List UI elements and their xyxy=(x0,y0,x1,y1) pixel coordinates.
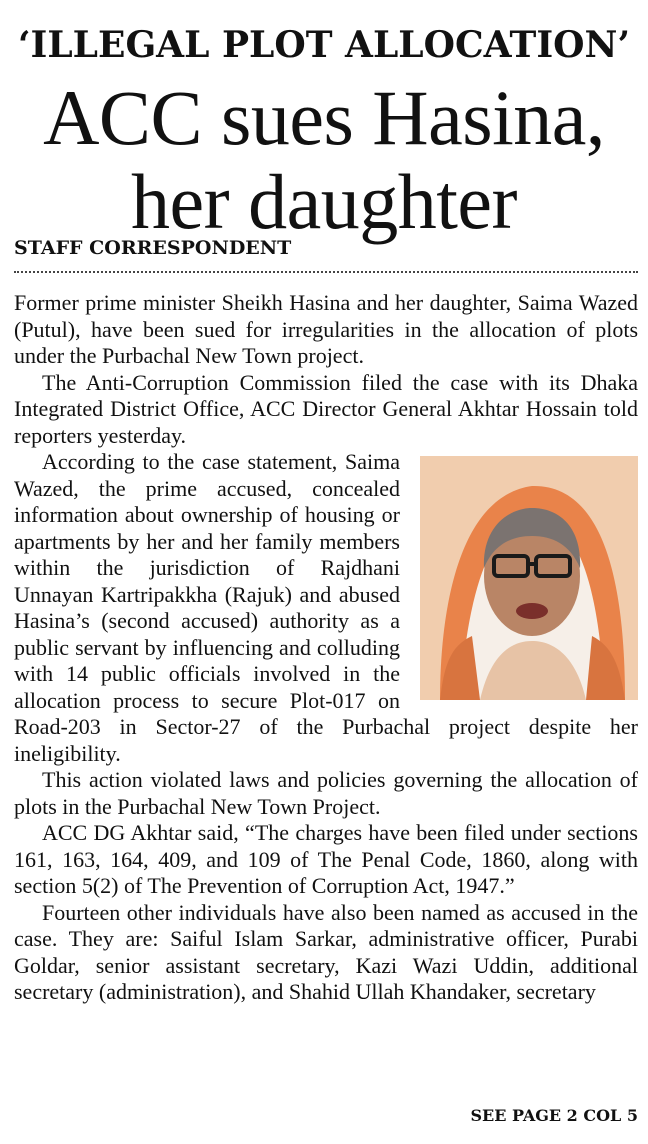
headline-line-1: ACC sues Hasina, xyxy=(43,74,605,161)
kicker: ‘ILLEGAL PLOT ALLOCATION’ xyxy=(18,24,630,66)
portrait-photo xyxy=(420,456,638,700)
portrait-illustration xyxy=(420,456,638,700)
paragraph: Former prime minister Sheikh Hasina and her daughter, Saima Wazed (Putul), have been sued for irregularities in the allocation of plots under the Purbachal New Town project. xyxy=(14,290,638,368)
byline: STAFF CORRESPONDENT xyxy=(14,237,292,259)
headline-line-2: her daughter xyxy=(131,158,517,245)
paragraph: This action violated laws and policies governing the allocation of plots in the Purbachal New Town Project. xyxy=(14,767,638,819)
headline xyxy=(0,76,648,244)
paragraph: Fourteen other individuals have also been named as accused in the case. They are: Saiful Islam Sarkar, administrative officer, Purabi Goldar, senior assistant secretary, Kazi Wazi Uddin, additional secretary (administration), and Shahid Ullah Khandaker, secretary xyxy=(14,899,638,1004)
paragraph: The Anti-Corruption Commission filed the case with its Dhaka Integrated District Office, ACC Director General Akhtar Hossain told reporters yesterday. xyxy=(14,369,638,448)
continued-jump-line: SEE PAGE 2 COL 5 xyxy=(470,1106,638,1125)
paragraph: ACC DG Akhtar said, “The charges have been filed under sections 161, 163, 164, 409, and 109 of The Penal Code, 1860, along with section 5(2) of The Prevention of Corruption Act, 1947.” xyxy=(14,820,638,898)
article-body xyxy=(14,290,638,1006)
paragraph: According to the case statement, Saima Wazed, the prime accused, concealed information about ownership of housing or apartments by her and her family members within the jurisdiction of Rajdhani Unnayan Kartripakkha (Rajuk) and abused Hasina’s (second accused) authority as a public servant by influencing and colluding with 14 public officials involved in the allocation process to secure Plot-017 on Road-203 in Sector-27 of the Purbachal project despite her ineligibility. xyxy=(14,449,638,766)
dotted-divider xyxy=(14,271,638,273)
